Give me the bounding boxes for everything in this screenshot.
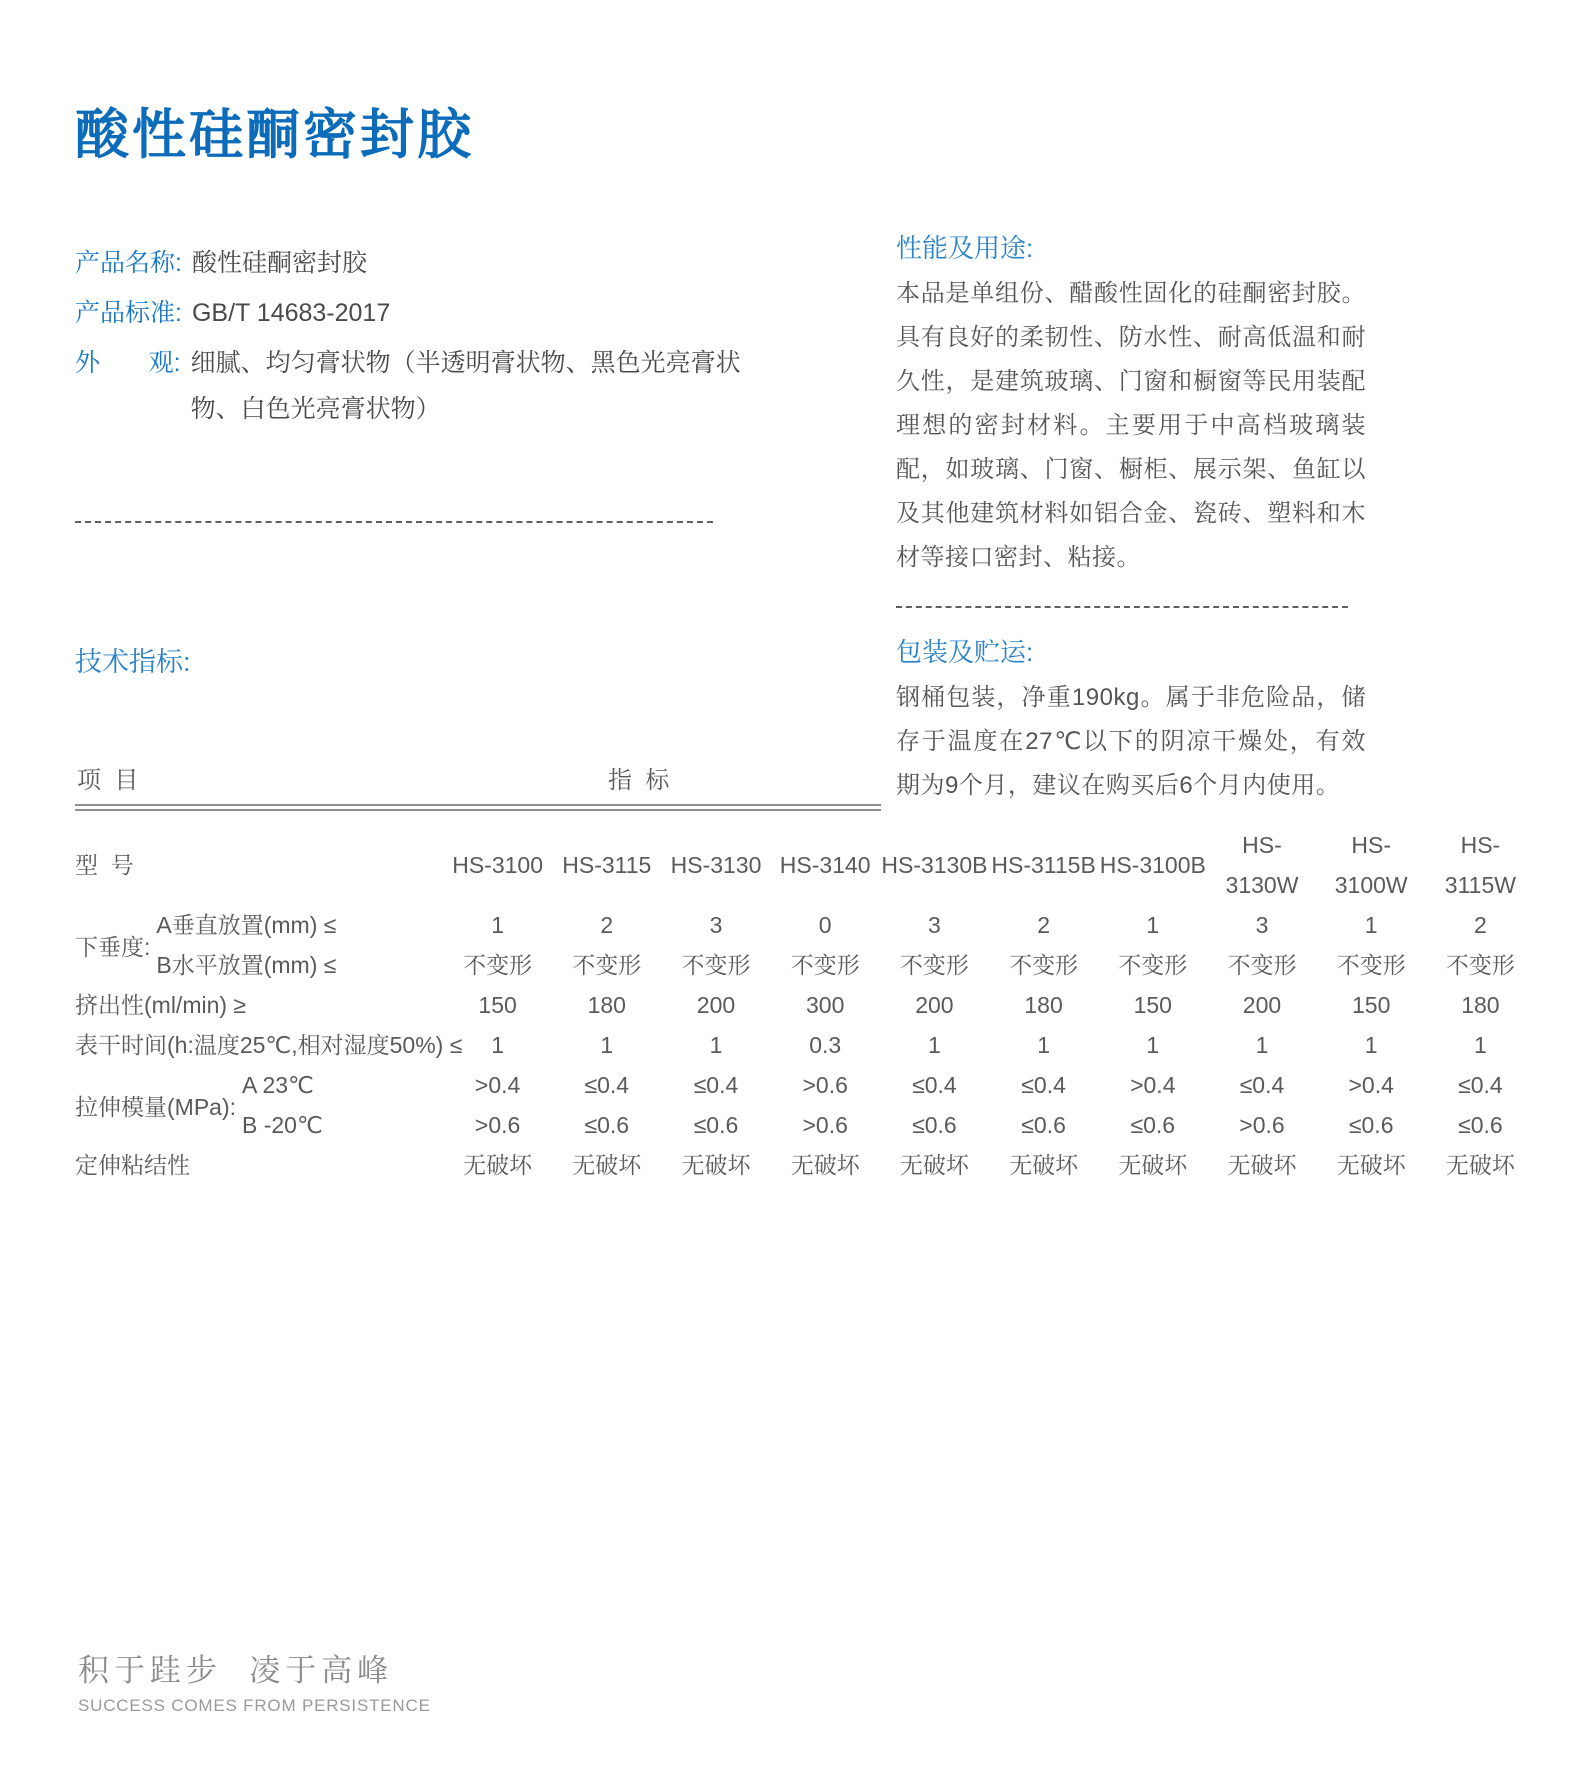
value-cell-stack — [552, 1065, 661, 1145]
table-row — [75, 1025, 1535, 1065]
footer-slogan-en: SUCCESS COMES FROM PERSISTENCE — [78, 1696, 431, 1715]
value-cell: 0 — [818, 912, 832, 938]
product-name-label: 产品名称: — [75, 249, 182, 277]
product-name-value: 酸性硅酮密封胶 — [191, 249, 367, 277]
value-cell: ≤0.4 — [1021, 1072, 1066, 1098]
value-cell-stack — [1317, 1065, 1426, 1145]
table-row — [75, 1065, 1535, 1145]
value-cell-stack — [1317, 905, 1426, 985]
value-cell: ≤0.6 — [912, 1112, 957, 1138]
value-cell: ≤0.4 — [912, 1072, 957, 1098]
value-cell: 无破坏 — [1336, 1152, 1406, 1178]
value-cell: 无破坏 — [1445, 1152, 1515, 1178]
row-group-label — [75, 1065, 443, 1145]
sub-row-label: B水平放置(mm) ≤ — [156, 952, 337, 978]
appearance-value: 细腻、均匀膏状物（半透明膏状物、黑色光亮膏状物、白色光亮膏状物） — [190, 349, 741, 423]
value-cell: >0.4 — [1130, 1072, 1176, 1098]
spec-table-header — [75, 760, 1535, 796]
value-cell: 1 — [1255, 1032, 1269, 1058]
value-cell: 不变形 — [899, 952, 969, 978]
value-cell: 1 — [1146, 1032, 1160, 1058]
footer — [78, 1645, 431, 1716]
value-cell: 不变形 — [1445, 952, 1515, 978]
value-cell: 不变形 — [790, 952, 860, 978]
value-cell: ≤0.6 — [693, 1112, 739, 1138]
value-cell: ≤0.4 — [1239, 1072, 1285, 1098]
value-cell: 1 — [709, 1032, 723, 1058]
value-cell: >0.6 — [474, 1112, 521, 1138]
page-title: 酸性硅酮密封胶 — [75, 105, 474, 165]
model-cell: HS-3140 — [779, 852, 871, 878]
value-cell: 200 — [696, 992, 736, 1018]
group-label: 拉伸模量(MPa): — [75, 1093, 236, 1120]
row-group-label — [75, 905, 443, 985]
group-label: 下垂度: — [75, 933, 151, 960]
value-cell: 1 — [1146, 912, 1160, 938]
value-cell: ≤0.4 — [693, 1072, 739, 1098]
packing-body: 钢桶包装，净重190kg。属于非危险品，储存于温度在27℃以下的阴凉干燥处，有效期为9个月，建议在购买后6个月内使用。 — [896, 684, 1366, 799]
value-cell: 不变形 — [1009, 952, 1079, 978]
value-cell-stack — [989, 905, 1098, 985]
value-cell: 200 — [1242, 992, 1282, 1018]
value-cell: 300 — [806, 992, 845, 1018]
value-cell: 150 — [1133, 992, 1172, 1018]
value-cell: 无破坏 — [1118, 1152, 1188, 1178]
value-cell-stack — [552, 905, 661, 985]
spec-heading: 技术指标: — [75, 647, 191, 677]
value-cell: 200 — [915, 992, 954, 1018]
group-sub-labels — [156, 905, 336, 985]
value-cell: 1 — [491, 1032, 504, 1058]
value-cell-stack — [771, 905, 880, 985]
value-cell: >0.6 — [802, 1112, 848, 1138]
value-cell: 不变形 — [572, 952, 642, 978]
product-standard-value: GB/T 14683-2017 — [191, 299, 391, 327]
packing-heading: 包装及贮运: — [896, 637, 1034, 667]
value-cell: 180 — [587, 992, 626, 1018]
value-cell-stack — [1207, 905, 1316, 985]
footer-slogan-cn: 积于跬步 凌于高峰 — [78, 1653, 394, 1688]
value-cell: 2 — [1473, 912, 1487, 938]
value-cell: >0.6 — [802, 1072, 848, 1098]
sub-row-label: B -20℃ — [242, 1112, 323, 1138]
table-row-model — [75, 825, 1535, 905]
group-sub-labels — [242, 1065, 323, 1145]
value-cell-stack — [661, 905, 770, 985]
value-cell: 无破坏 — [899, 1152, 969, 1178]
value-cell: >0.4 — [1348, 1072, 1394, 1098]
value-cell: 1 — [491, 912, 504, 938]
value-cell-stack — [443, 1065, 552, 1145]
value-cell-stack — [989, 1065, 1098, 1145]
sub-row-label: A垂直放置(mm) ≤ — [156, 912, 337, 938]
value-cell: ≤0.4 — [1458, 1072, 1503, 1098]
value-cell: 150 — [1352, 992, 1391, 1018]
value-cell: ≤0.6 — [1021, 1112, 1066, 1138]
value-cell-stack — [661, 1065, 770, 1145]
appearance-row — [75, 338, 775, 432]
product-info-block — [75, 238, 775, 432]
model-cell: HS-3100W — [1334, 832, 1408, 898]
value-cell: 无破坏 — [463, 1152, 533, 1178]
value-cell: 无破坏 — [790, 1152, 860, 1178]
model-cell: HS-3115W — [1444, 832, 1516, 898]
col-header-index: 指 标 — [608, 767, 670, 794]
value-cell: ≤0.6 — [1130, 1112, 1176, 1138]
value-cell: 2 — [1037, 912, 1050, 938]
value-cell: 不变形 — [463, 952, 533, 978]
table-row — [75, 985, 1535, 1025]
dashed-divider-right — [896, 606, 1348, 608]
product-name-row — [75, 238, 775, 288]
value-cell-stack — [880, 1065, 989, 1145]
performance-heading: 性能及用途: — [896, 233, 1034, 263]
value-cell: 180 — [1461, 992, 1500, 1018]
value-cell: 不变形 — [1227, 952, 1297, 978]
value-cell: 不变形 — [681, 952, 751, 978]
value-cell-stack — [443, 905, 552, 985]
value-cell: 1 — [1037, 1032, 1050, 1058]
value-cell: 1 — [600, 1032, 614, 1058]
value-cell: >0.4 — [474, 1072, 521, 1098]
value-cell: ≤0.6 — [584, 1112, 630, 1138]
value-cell: 1 — [1364, 1032, 1378, 1058]
value-cell: 无破坏 — [681, 1152, 751, 1178]
value-cell-stack — [1426, 905, 1535, 985]
model-cell: HS-3130 — [670, 852, 762, 878]
table-header-double-rule — [75, 804, 881, 811]
row-label: 定伸粘结性 — [75, 1152, 190, 1178]
product-standard-label: 产品标准: — [75, 299, 182, 327]
value-cell: 180 — [1024, 992, 1063, 1018]
value-cell: 3 — [1255, 912, 1269, 938]
appearance-label: 外 观: — [75, 349, 181, 377]
value-cell: 无破坏 — [1227, 1152, 1297, 1178]
value-cell: 0.3 — [809, 1032, 842, 1058]
value-cell-stack — [880, 905, 989, 985]
right-column — [896, 228, 1366, 808]
col-header-item: 项 目 — [77, 767, 139, 794]
value-cell: 2 — [600, 912, 614, 938]
value-cell: 不变形 — [1336, 952, 1406, 978]
model-cell: HS-3130B — [881, 852, 988, 878]
value-cell-stack — [1207, 1065, 1316, 1145]
performance-body: 本品是单组份、醋酸性固化的硅酮密封胶。具有良好的柔韧性、防水性、耐高低温和耐久性，是建筑玻璃、门窗和橱窗等民用装配理想的密封材料。主要用于中高档玻璃装配，如玻璃、门窗、橱柜、展示架、鱼缸以及其他建筑材料如铝合金、瓷砖、塑料和木材等接口密封、粘接。 — [896, 280, 1366, 571]
model-cell: HS-3115 — [562, 852, 652, 878]
value-cell: ≤0.6 — [1458, 1112, 1503, 1138]
value-cell: 不变形 — [1118, 952, 1188, 978]
value-cell: 1 — [1473, 1032, 1487, 1058]
model-cell: HS-3115B — [991, 852, 1096, 878]
sub-row-label: A 23℃ — [242, 1072, 314, 1098]
value-cell: 无破坏 — [572, 1152, 642, 1178]
model-cell: HS-3100B — [1099, 852, 1206, 878]
row-label: 表干时间(h:温度25℃,相对湿度50%) ≤ — [75, 1032, 463, 1058]
spec-table-body — [75, 825, 1535, 1185]
value-cell: ≤0.6 — [1348, 1112, 1394, 1138]
value-cell: 3 — [927, 912, 941, 938]
product-standard-row — [75, 288, 775, 338]
value-cell-stack — [1098, 1065, 1207, 1145]
dashed-divider-left — [75, 521, 713, 523]
value-cell: 3 — [709, 912, 723, 938]
value-cell: 无破坏 — [1009, 1152, 1079, 1178]
value-cell-stack — [1098, 905, 1207, 985]
spec-table — [75, 760, 1535, 1185]
value-cell: 1 — [927, 1032, 941, 1058]
table-row — [75, 905, 1535, 985]
value-cell-stack — [771, 1065, 880, 1145]
row-label-model: 型 号 — [75, 852, 134, 878]
value-cell-stack — [1426, 1065, 1535, 1145]
value-cell: 150 — [478, 992, 517, 1018]
model-cell: HS-3100 — [452, 852, 543, 878]
value-cell: ≤0.4 — [584, 1072, 630, 1098]
value-cell: >0.6 — [1239, 1112, 1285, 1138]
value-cell: 1 — [1364, 912, 1378, 938]
row-label: 挤出性(ml/min) ≥ — [75, 992, 247, 1018]
table-row — [75, 1145, 1535, 1185]
model-cell: HS-3130W — [1225, 832, 1299, 898]
